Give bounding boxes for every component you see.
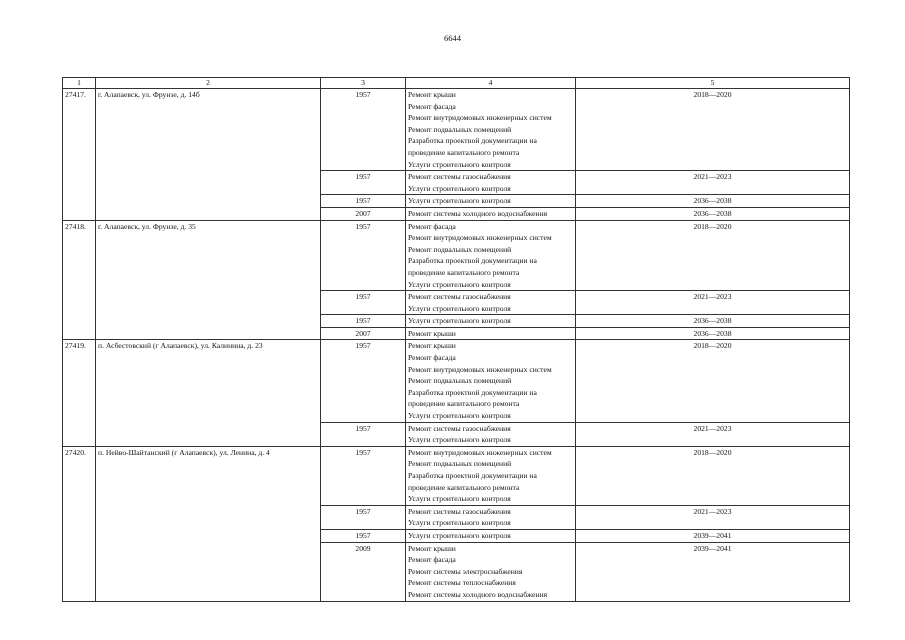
entry-address: п. Асбестовский (г Алапаевск), ул. Калинина, д. 23	[96, 340, 321, 446]
planned-period: 2018—2020	[576, 340, 850, 422]
planned-period: 2021—2023	[576, 422, 850, 446]
work-item: Разработка проектной документации на	[408, 471, 537, 480]
entry-number: 27419.	[63, 340, 96, 446]
work-item: Услуги строительного контроля	[408, 183, 511, 193]
planned-period: 2021—2023	[576, 505, 850, 529]
works-list	[406, 542, 576, 601]
work-item: Ремонт системы газоснабжения	[408, 292, 511, 302]
work-item: Ремонт внутридомовых инженерных систем	[408, 447, 552, 457]
work-item: проведение капитального ремонта	[408, 482, 520, 492]
construction-year: 1957	[321, 291, 406, 315]
works-list	[406, 195, 576, 208]
work-item: Ремонт крыши	[408, 328, 456, 338]
work-item: Услуги строительного контроля	[408, 530, 511, 540]
works-list	[406, 171, 576, 195]
table-header-row	[63, 78, 850, 89]
work-item: Услуги строительного контроля	[408, 196, 511, 206]
table-row	[63, 446, 850, 505]
planned-period: 2018—2020	[576, 89, 850, 171]
works-list	[406, 89, 576, 171]
column-header: 1	[63, 78, 96, 89]
work-item: Разработка проектной документации на	[408, 256, 537, 266]
work-item: Ремонт подвальных помещений	[408, 244, 512, 254]
work-item: Услуги строительного контроля	[408, 435, 511, 445]
entry-address: г. Алапаевск, ул. Фрунзе, д. 14б	[96, 89, 321, 221]
work-item: Ремонт фасада	[408, 353, 456, 363]
work-item: Ремонт системы холодного водоснабжения	[408, 589, 548, 599]
works-list	[406, 291, 576, 315]
work-item: Ремонт фасада	[408, 221, 456, 231]
work-item: Услуги строительного контроля	[408, 518, 511, 528]
construction-year: 1957	[321, 505, 406, 529]
column-header: 3	[321, 78, 406, 89]
table-row	[63, 220, 850, 291]
work-item: Ремонт системы газоснабжения	[408, 172, 511, 182]
construction-year: 1957	[321, 171, 406, 195]
work-item: Ремонт крыши	[408, 90, 456, 99]
works-list	[406, 422, 576, 446]
column-header: 4	[406, 78, 576, 89]
work-item: Ремонт подвальных помещений	[408, 459, 512, 469]
construction-year: 2007	[321, 327, 406, 340]
works-list	[406, 207, 576, 220]
construction-year: 1957	[321, 315, 406, 328]
planned-period: 2036—2038	[576, 327, 850, 340]
planned-period: 2036—2038	[576, 315, 850, 328]
works-list	[406, 327, 576, 340]
planned-period: 2039—2041	[576, 542, 850, 601]
work-item: Ремонт фасада	[408, 555, 456, 565]
entry-address: г. Алапаевск, ул. Фрунзе, д. 35	[96, 220, 321, 340]
planned-period: 2021—2023	[576, 171, 850, 195]
work-item: Ремонт внутридомовых инженерных систем	[408, 364, 552, 374]
repair-schedule-table	[62, 77, 850, 602]
planned-period: 2039—2041	[576, 529, 850, 542]
planned-period: 2036—2038	[576, 207, 850, 220]
planned-period: 2036—2038	[576, 195, 850, 208]
work-item: Ремонт системы газоснабжения	[408, 423, 511, 433]
entry-number: 27417.	[63, 89, 96, 221]
construction-year: 1957	[321, 340, 406, 422]
works-list	[406, 220, 576, 291]
work-item: Ремонт системы теплоснабжения	[408, 578, 516, 588]
works-list	[406, 505, 576, 529]
work-item: Услуги строительного контроля	[408, 411, 511, 421]
page-number: 6644	[444, 33, 461, 43]
construction-year: 1957	[321, 446, 406, 505]
work-item: проведение капитального ремонта	[408, 147, 520, 157]
work-item: Ремонт системы электроснабжения	[408, 566, 523, 576]
work-item: Ремонт системы холодного водоснабжения	[408, 208, 548, 218]
work-item: Ремонт крыши	[408, 543, 456, 553]
construction-year: 1957	[321, 195, 406, 208]
construction-year: 1957	[321, 529, 406, 542]
column-header: 2	[96, 78, 321, 89]
work-item: Услуги строительного контроля	[408, 303, 511, 313]
works-list	[406, 315, 576, 328]
entry-address: п. Нейво-Шайтанский (г Алапаевск), ул. Ленина, д. 4	[96, 446, 321, 601]
construction-year: 1957	[321, 220, 406, 291]
work-item: Ремонт фасада	[408, 101, 456, 111]
entry-number: 27418.	[63, 220, 96, 340]
work-item: Ремонт внутридомовых инженерных систем	[408, 113, 552, 123]
work-item: Ремонт подвальных помещений	[408, 376, 512, 386]
table-body	[63, 89, 850, 602]
planned-period: 2018—2020	[576, 220, 850, 291]
planned-period: 2018—2020	[576, 446, 850, 505]
planned-period: 2021—2023	[576, 291, 850, 315]
work-item: проведение капитального ремонта	[408, 399, 520, 409]
work-item: Ремонт крыши	[408, 341, 456, 351]
work-item: Услуги строительного контроля	[408, 279, 511, 289]
works-list	[406, 340, 576, 422]
column-header: 5	[576, 78, 850, 89]
work-item: проведение капитального ремонта	[408, 267, 520, 277]
construction-year: 1957	[321, 422, 406, 446]
works-list	[406, 529, 576, 542]
work-item: Разработка проектной документации на	[408, 387, 537, 397]
entry-number: 27420.	[63, 446, 96, 601]
work-item: Услуги строительного контроля	[408, 316, 511, 326]
works-list	[406, 446, 576, 505]
work-item: Разработка проектной документации на	[408, 136, 537, 146]
construction-year: 2009	[321, 542, 406, 601]
work-item: Услуги строительного контроля	[408, 494, 511, 504]
construction-year: 2007	[321, 207, 406, 220]
construction-year: 1957	[321, 89, 406, 171]
table-row	[63, 340, 850, 422]
work-item: Ремонт внутридомовых инженерных систем	[408, 233, 552, 243]
work-item: Ремонт системы газоснабжения	[408, 506, 511, 516]
work-item: Ремонт подвальных помещений	[408, 124, 512, 134]
table-row	[63, 89, 850, 171]
work-item: Услуги строительного контроля	[408, 159, 511, 169]
